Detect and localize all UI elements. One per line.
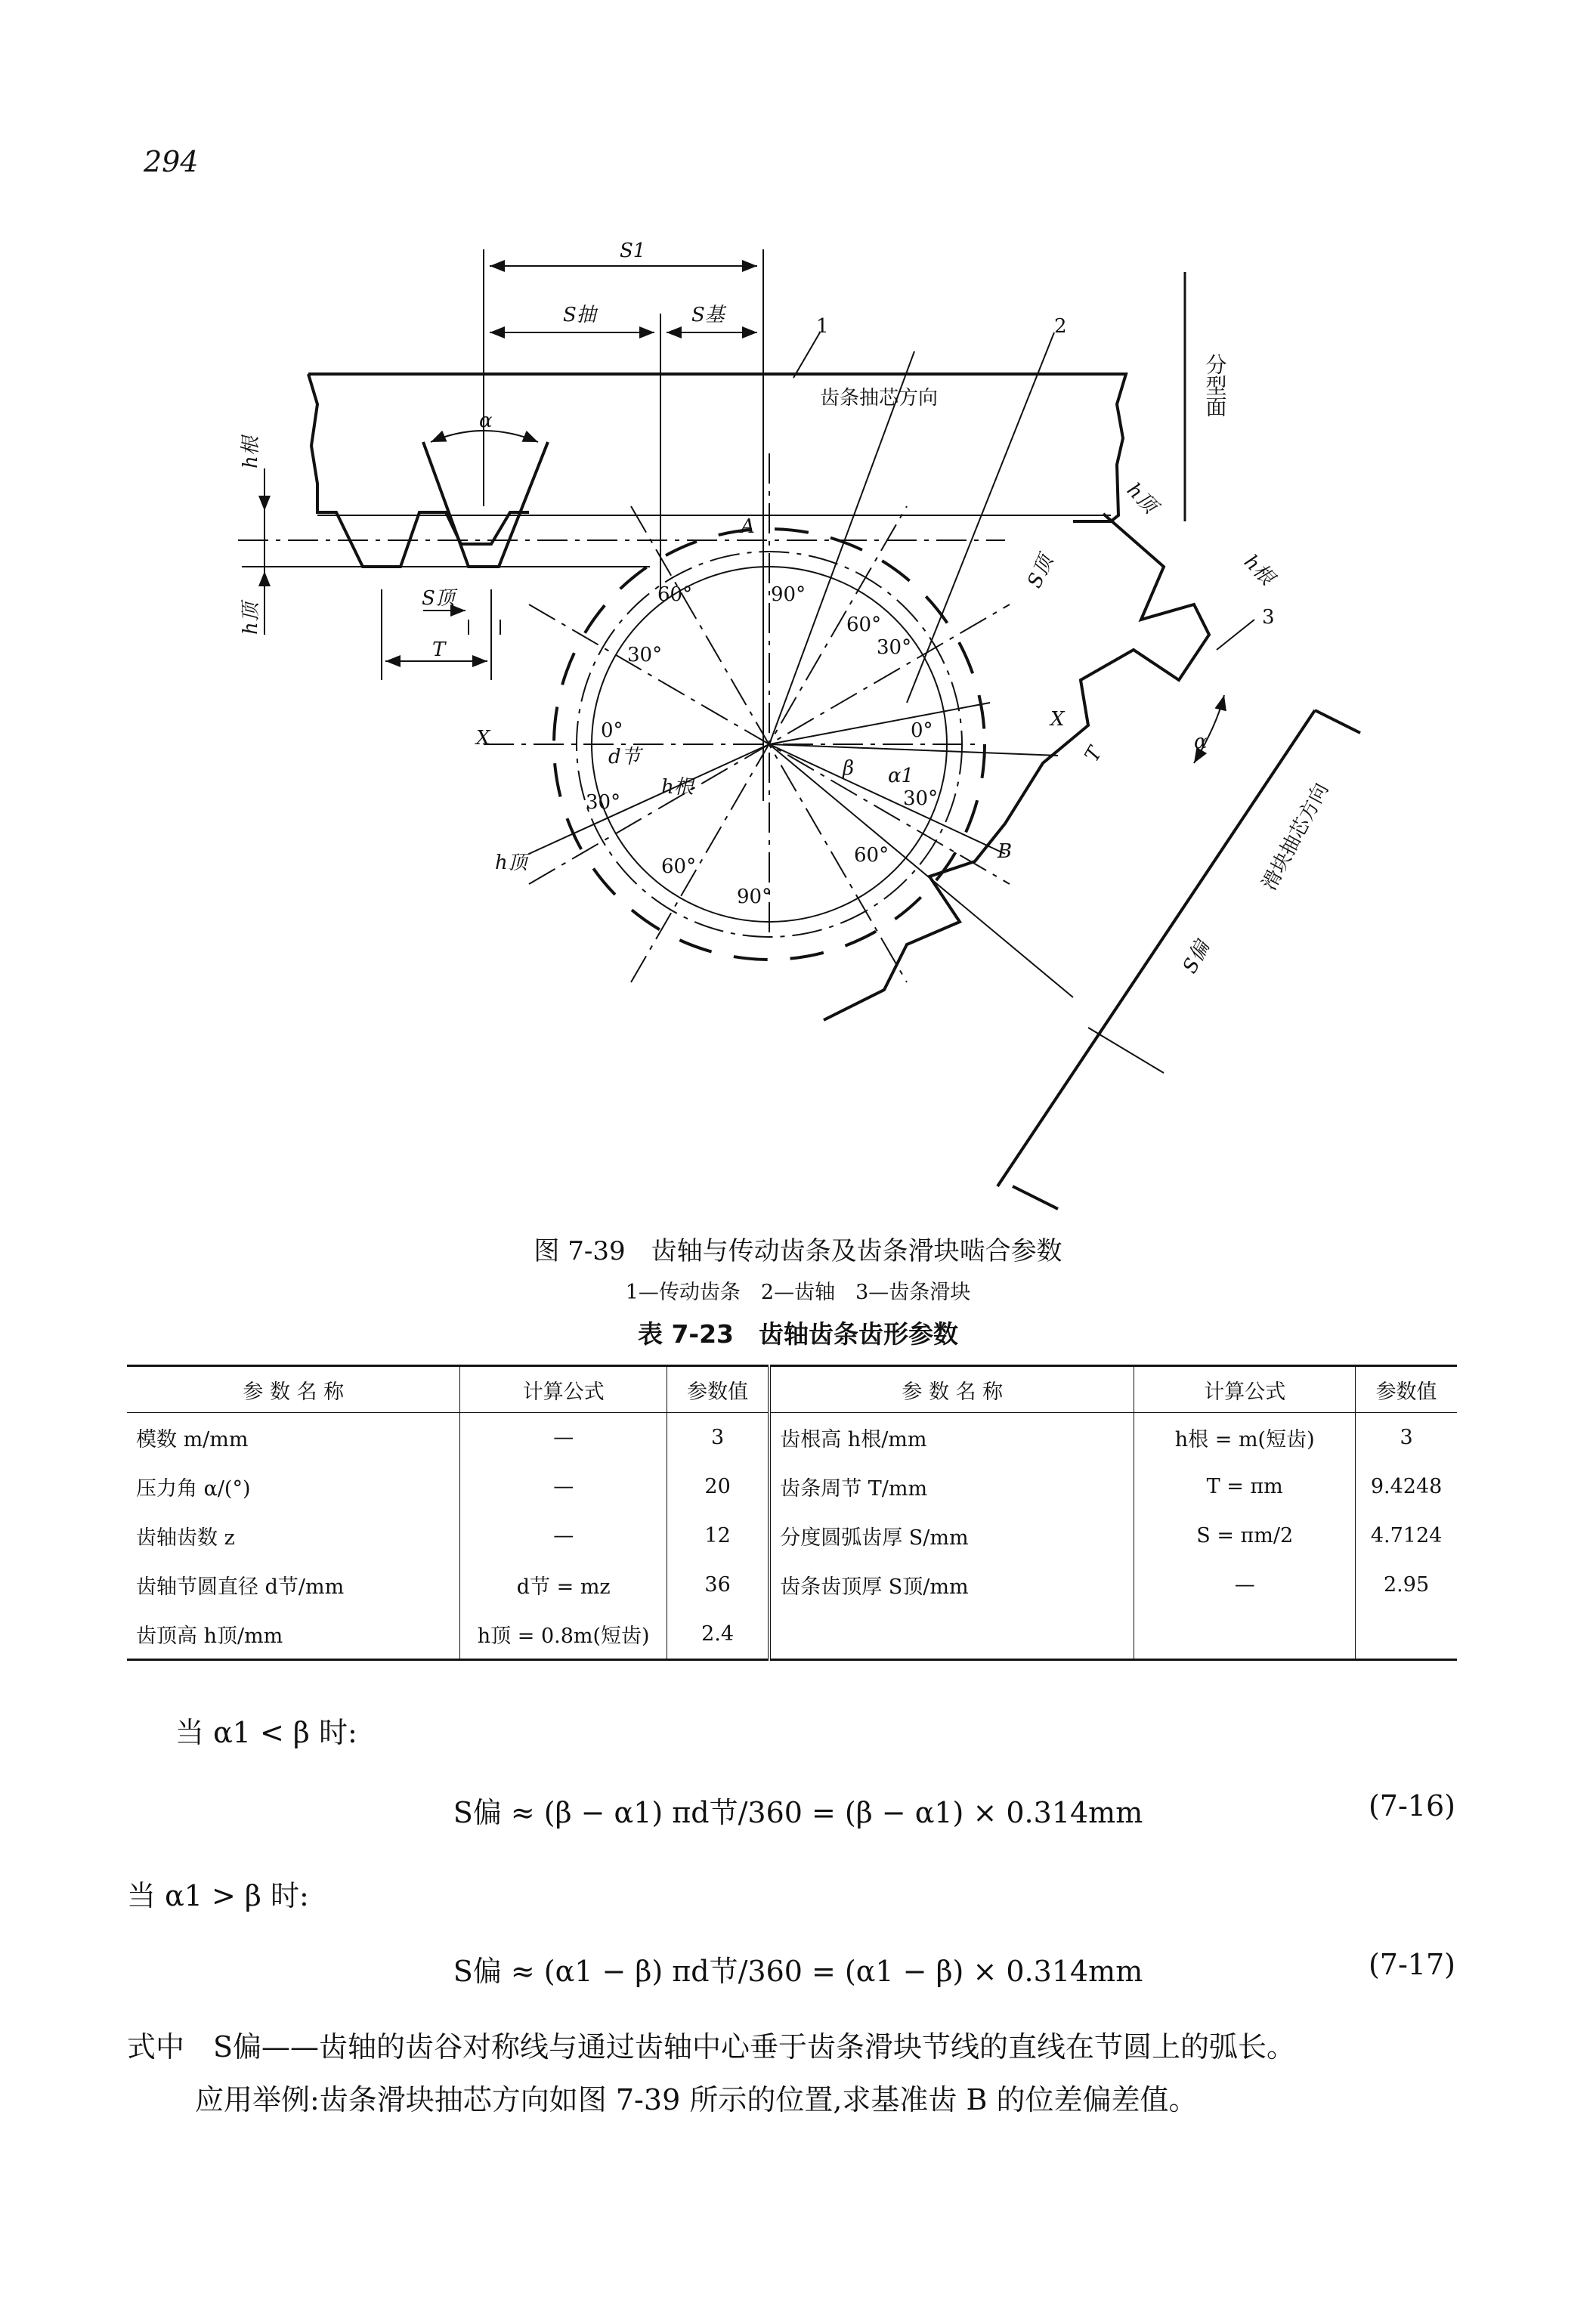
equation-7-17: S偏 ≈ (α1 − β) πd节/360 = (α1 − β) × 0.314mm xyxy=(453,1955,1143,1988)
label-alpha1: α1 xyxy=(888,765,914,787)
parameter-table xyxy=(127,1365,1457,1661)
table-cell: 齿条周节 T/mm xyxy=(769,1462,1134,1511)
table-cell: 3 xyxy=(667,1413,769,1463)
example-line: 应用举例:齿条滑块抽芯方向如图 7-39 所示的位置,求基准齿 B 的位差偏差值。 xyxy=(195,2083,1198,2116)
label-x-left: X xyxy=(476,727,490,750)
table-cell: 压力角 α/(°) xyxy=(136,1477,251,1501)
figure-legend: 1—传动齿条 2—齿轴 3—齿条滑块 xyxy=(625,1281,971,1304)
page-number: 294 xyxy=(144,145,199,178)
table-cell: 齿轴节圆直径 d节/mm xyxy=(136,1575,345,1599)
table-row xyxy=(127,1609,1457,1660)
table-cell: 2.4 xyxy=(667,1609,769,1660)
label-b: B xyxy=(998,840,1013,863)
table-cell: 9.4248 xyxy=(1356,1462,1457,1511)
label-h-gen-left: h根 xyxy=(240,436,262,468)
label-s-chou: S抽 xyxy=(563,304,596,326)
label-d-jie: d节 xyxy=(608,746,641,768)
table-cell: 分度圆弧齿厚 S/mm xyxy=(769,1511,1134,1560)
label-deg-30-ll: 30° xyxy=(586,791,621,814)
label-num-3: 3 xyxy=(1262,606,1275,629)
table-title: 表 7-23 齿轴齿条齿形参数 xyxy=(637,1319,959,1349)
table-cell: — xyxy=(460,1413,667,1463)
label-deg-60-ll: 60° xyxy=(661,855,697,878)
label-h-gen-gear: h根 xyxy=(661,776,694,799)
table-cell: 4.7124 xyxy=(1356,1511,1457,1560)
condition-2: 当 α1 > β 时: xyxy=(127,1879,309,1912)
label-deg-0-right: 0° xyxy=(911,719,933,742)
table-cell: 36 xyxy=(667,1560,769,1609)
table-row xyxy=(127,1560,1457,1609)
label-beta: β xyxy=(843,757,855,780)
label-rack-direction: 齿条抽芯方向 xyxy=(820,387,939,410)
table-cell: — xyxy=(460,1462,667,1511)
table-row xyxy=(127,1413,1457,1463)
label-deg-30-lr: 30° xyxy=(903,787,939,810)
label-h-ding-gear: h顶 xyxy=(495,852,527,874)
table-header: 计算公式 xyxy=(460,1366,667,1413)
label-h-gen-right: h根 xyxy=(1239,550,1279,590)
label-s-pian: S偏 xyxy=(1178,937,1214,978)
drive-rack xyxy=(308,374,1126,567)
top-dimensions xyxy=(484,249,763,801)
definition-line: 式中 S偏——齿轴的齿谷对称线与通过齿轴中心垂于齿条滑块节线的直线在节圆上的弧长。 xyxy=(127,2030,1296,2064)
label-deg-90-top: 90° xyxy=(771,583,806,606)
table-cell: — xyxy=(460,1511,667,1560)
left-dimensions xyxy=(264,431,538,680)
label-x-right: X xyxy=(1050,708,1065,731)
table-header: 参数值 xyxy=(667,1366,769,1413)
label-deg-0-left: 0° xyxy=(601,719,623,742)
equation-7-16: S偏 ≈ (β − α1) πd节/360 = (β − α1) × 0.314mm xyxy=(453,1796,1143,1829)
table-cell: 齿轴齿数 z xyxy=(136,1526,235,1550)
table-cell: 3 xyxy=(1356,1413,1457,1463)
table-header: 计算公式 xyxy=(1134,1366,1356,1413)
table-cell: 2.95 xyxy=(1356,1560,1457,1609)
table-cell: 齿顶高 h顶/mm xyxy=(127,1609,460,1660)
table-row xyxy=(127,1511,1457,1560)
table-cell: 模数 m/mm xyxy=(136,1428,249,1451)
label-num-1: 1 xyxy=(816,315,829,338)
label-s-ji: S基 xyxy=(691,304,725,326)
table-header: 参 数 名 称 xyxy=(769,1366,1134,1413)
label-deg-60-ul: 60° xyxy=(657,583,693,606)
label-slider-direction: 滑块抽芯方向 xyxy=(1257,779,1334,895)
label-deg-90-bot: 90° xyxy=(737,886,772,908)
label-alpha-left: α xyxy=(479,410,493,432)
table-cell: h顶 = 0.8m(短齿) xyxy=(460,1609,667,1660)
table-cell: h根 = m(短齿) xyxy=(1134,1413,1356,1463)
label-h-ding-left: h顶 xyxy=(240,602,262,635)
table-header: 参数值 xyxy=(1356,1366,1457,1413)
table-row xyxy=(127,1462,1457,1511)
table-cell xyxy=(1356,1609,1457,1660)
table-cell: — xyxy=(1134,1560,1356,1609)
table-cell: 20 xyxy=(667,1462,769,1511)
label-deg-30-ul: 30° xyxy=(627,644,663,666)
table-cell: 齿条齿顶厚 S顶/mm xyxy=(769,1560,1134,1609)
table-cell xyxy=(1134,1609,1356,1660)
table-header-row xyxy=(127,1366,1457,1413)
label-s-ding-left: S顶 xyxy=(422,587,455,610)
label-s1: S1 xyxy=(620,240,646,262)
label-parting-plane: 分型面 xyxy=(1202,354,1228,417)
condition-1: 当 α1 < β 时: xyxy=(175,1716,357,1749)
label-h-ding-right: h顶 xyxy=(1122,478,1161,518)
label-num-2: 2 xyxy=(1054,315,1067,338)
gear-shaft xyxy=(484,351,1073,997)
label-deg-60-ur: 60° xyxy=(846,614,882,636)
label-deg-60-lr: 60° xyxy=(854,844,889,867)
table-cell: 12 xyxy=(667,1511,769,1560)
equation-number-7-16: (7-16) xyxy=(1368,1789,1455,1822)
label-deg-30-ur: 30° xyxy=(877,636,912,659)
table-cell: S = πm/2 xyxy=(1134,1511,1356,1560)
table-header: 参 数 名 称 xyxy=(127,1366,460,1413)
figure-caption: 图 7-39 齿轴与传动齿条及齿条滑块啮合参数 xyxy=(534,1236,1062,1266)
label-t-right: T xyxy=(1081,743,1107,766)
table-cell: T = πm xyxy=(1134,1462,1356,1511)
label-t-left: T xyxy=(432,638,446,661)
label-s-ding-right: S顶 xyxy=(1023,552,1058,592)
table-cell xyxy=(769,1609,1134,1660)
label-alpha-right: α xyxy=(1194,731,1208,753)
label-a: A xyxy=(741,515,755,538)
table-cell: d节 = mz xyxy=(460,1560,667,1609)
table-cell: 齿根高 h根/mm xyxy=(769,1413,1134,1463)
equation-number-7-17: (7-17) xyxy=(1368,1948,1455,1981)
